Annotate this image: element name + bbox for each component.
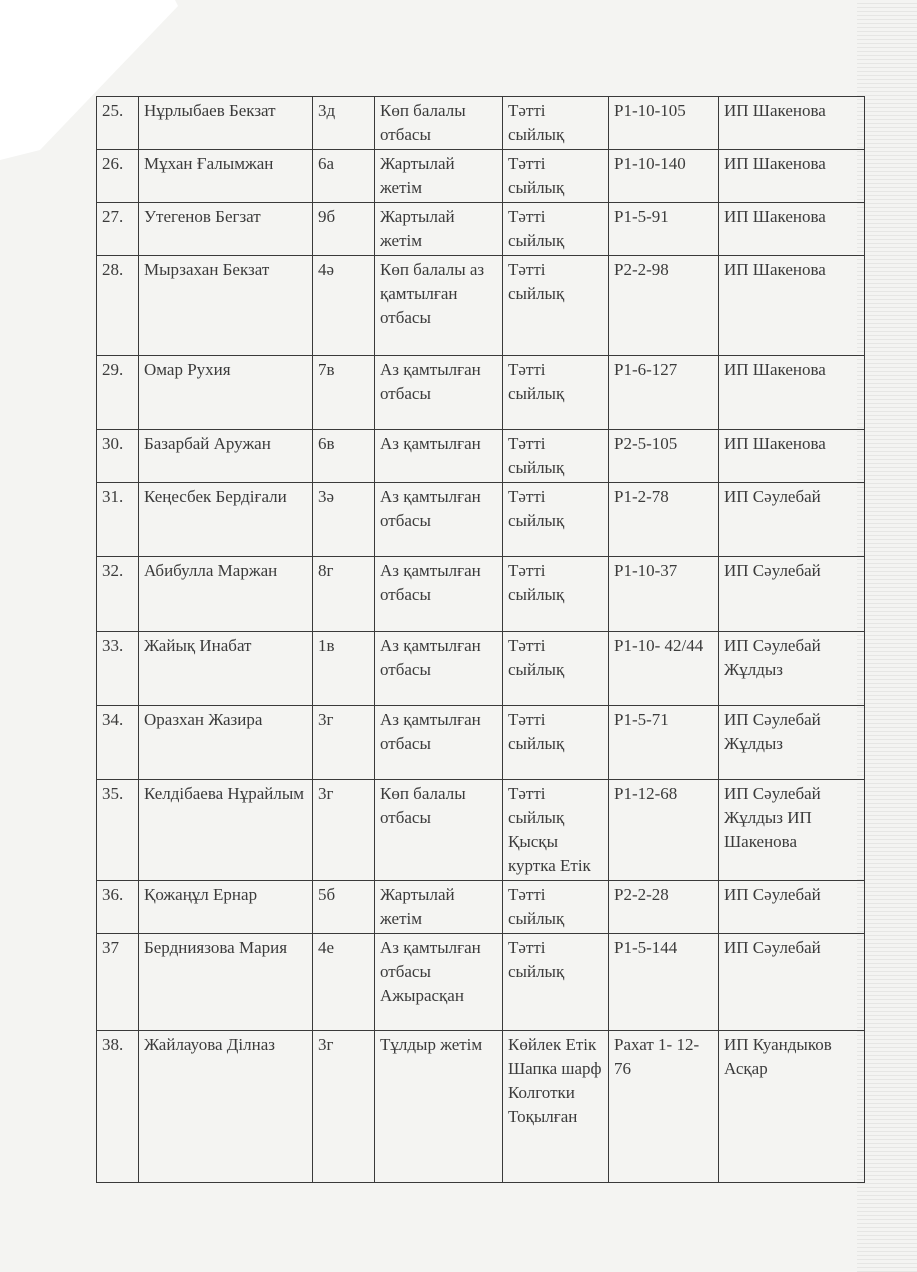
class-cell: 3г [313, 780, 375, 881]
student-name: Абибулла Маржан [139, 557, 313, 632]
row-number: 36. [97, 881, 139, 934]
table-row [97, 780, 865, 881]
gift-cell: Тәтті сыйлық [503, 256, 609, 356]
address-cell: Р1-5-71 [609, 706, 719, 780]
sponsor-cell: ИП Сәулебай [719, 557, 865, 632]
student-name: Жайық Инабат [139, 632, 313, 706]
sponsor-cell: ИП Шакенова [719, 256, 865, 356]
student-name: Кеңесбек Бердіғали [139, 483, 313, 557]
row-number: 28. [97, 256, 139, 356]
gift-cell: Тәтті сыйлық Қысқы куртка Етік [503, 780, 609, 881]
scan-noise [857, 0, 917, 1272]
address-cell: Р1-10- 42/44 [609, 632, 719, 706]
row-number: 32. [97, 557, 139, 632]
gift-cell: Тәтті сыйлық [503, 706, 609, 780]
address-cell: Р1-5-91 [609, 203, 719, 256]
family-status: Тұлдыр жетім [375, 1031, 503, 1183]
sponsor-cell: ИП Сәулебай [719, 881, 865, 934]
row-number: 26. [97, 150, 139, 203]
sponsor-cell: ИП Шакенова [719, 203, 865, 256]
row-number: 29. [97, 356, 139, 430]
student-name: Омар Рухия [139, 356, 313, 430]
table-row [97, 430, 865, 483]
row-number: 33. [97, 632, 139, 706]
row-number: 35. [97, 780, 139, 881]
address-cell: Р2-2-98 [609, 256, 719, 356]
sponsor-cell: ИП Шакенова [719, 356, 865, 430]
family-status: Жартылай жетім [375, 150, 503, 203]
address-cell: Рахат 1- 12-76 [609, 1031, 719, 1183]
address-cell: Р1-10-105 [609, 97, 719, 150]
gift-cell: Тәтті сыйлық [503, 97, 609, 150]
class-cell: 1в [313, 632, 375, 706]
family-status: Аз қамтылған [375, 430, 503, 483]
table-row [97, 97, 865, 150]
family-status: Аз қамтылған отбасы [375, 632, 503, 706]
class-cell: 9б [313, 203, 375, 256]
address-cell: Р2-2-28 [609, 881, 719, 934]
row-number: 34. [97, 706, 139, 780]
table-row [97, 1031, 865, 1183]
gift-cell: Көйлек Етік Шапка шарф Колготки Тоқылған [503, 1031, 609, 1183]
table-row [97, 483, 865, 557]
address-cell: Р1-6-127 [609, 356, 719, 430]
sponsor-cell: ИП Сәулебай Жұлдыз [719, 632, 865, 706]
student-name: Қожаңұл Ернар [139, 881, 313, 934]
sponsor-cell: ИП Шакенова [719, 150, 865, 203]
class-cell: 4ә [313, 256, 375, 356]
address-cell: Р2-5-105 [609, 430, 719, 483]
student-name: Утегенов Бегзат [139, 203, 313, 256]
address-cell: Р1-10-37 [609, 557, 719, 632]
table-row [97, 934, 865, 1031]
gift-cell: Тәтті сыйлық [503, 150, 609, 203]
student-name: Бердниязова Мария [139, 934, 313, 1031]
class-cell: 7в [313, 356, 375, 430]
student-name: Оразхан Жазира [139, 706, 313, 780]
row-number: 37 [97, 934, 139, 1031]
class-cell: 4е [313, 934, 375, 1031]
class-cell: 3д [313, 97, 375, 150]
sponsor-cell: ИП Сәулебай Жұлдыз ИП Шакенова [719, 780, 865, 881]
sponsor-cell: ИП Сәулебай [719, 934, 865, 1031]
gift-cell: Тәтті сыйлық [503, 557, 609, 632]
sponsor-cell: ИП Куандыков Асқар [719, 1031, 865, 1183]
table-row [97, 706, 865, 780]
class-cell: 6в [313, 430, 375, 483]
family-status: Көп балалы отбасы [375, 780, 503, 881]
student-name: Жайлауова Ділназ [139, 1031, 313, 1183]
family-status: Аз қамтылған отбасы [375, 557, 503, 632]
address-cell: Р1-2-78 [609, 483, 719, 557]
student-name: Мұхан Ғалымжан [139, 150, 313, 203]
gift-cell: Тәтті сыйлық [503, 881, 609, 934]
family-status: Аз қамтылған отбасы [375, 356, 503, 430]
table-row [97, 632, 865, 706]
table-body [97, 97, 865, 1183]
table-row [97, 150, 865, 203]
family-status: Көп балалы отбасы [375, 97, 503, 150]
class-cell: 3г [313, 1031, 375, 1183]
family-status: Жартылай жетім [375, 881, 503, 934]
table-row [97, 203, 865, 256]
family-status: Аз қамтылған отбасы Ажырасқан [375, 934, 503, 1031]
row-number: 25. [97, 97, 139, 150]
gift-cell: Тәтті сыйлық [503, 483, 609, 557]
table-row [97, 557, 865, 632]
row-number: 38. [97, 1031, 139, 1183]
address-cell: Р1-12-68 [609, 780, 719, 881]
table-row [97, 881, 865, 934]
student-name: Нұрлыбаев Бекзат [139, 97, 313, 150]
sponsor-cell: ИП Сәулебай Жұлдыз [719, 706, 865, 780]
student-name: Келдібаева Нұрайлым [139, 780, 313, 881]
sponsor-cell: ИП Шакенова [719, 97, 865, 150]
student-name: Базарбай Аружан [139, 430, 313, 483]
gift-cell: Тәтті сыйлық [503, 430, 609, 483]
family-status: Аз қамтылған отбасы [375, 706, 503, 780]
sponsor-cell: ИП Сәулебай [719, 483, 865, 557]
row-number: 31. [97, 483, 139, 557]
beneficiary-table [96, 96, 865, 1183]
class-cell: 3ә [313, 483, 375, 557]
sponsor-cell: ИП Шакенова [719, 430, 865, 483]
table-row [97, 356, 865, 430]
gift-cell: Тәтті сыйлық [503, 934, 609, 1031]
table-row [97, 256, 865, 356]
gift-cell: Тәтті сыйлық [503, 203, 609, 256]
family-status: Көп балалы аз қамтылған отбасы [375, 256, 503, 356]
row-number: 27. [97, 203, 139, 256]
address-cell: Р1-5-144 [609, 934, 719, 1031]
family-status: Жартылай жетім [375, 203, 503, 256]
address-cell: Р1-10-140 [609, 150, 719, 203]
gift-cell: Тәтті сыйлық [503, 632, 609, 706]
row-number: 30. [97, 430, 139, 483]
class-cell: 3г [313, 706, 375, 780]
class-cell: 8г [313, 557, 375, 632]
family-status: Аз қамтылған отбасы [375, 483, 503, 557]
gift-cell: Тәтті сыйлық [503, 356, 609, 430]
student-name: Мырзахан Бекзат [139, 256, 313, 356]
class-cell: 5б [313, 881, 375, 934]
class-cell: 6а [313, 150, 375, 203]
